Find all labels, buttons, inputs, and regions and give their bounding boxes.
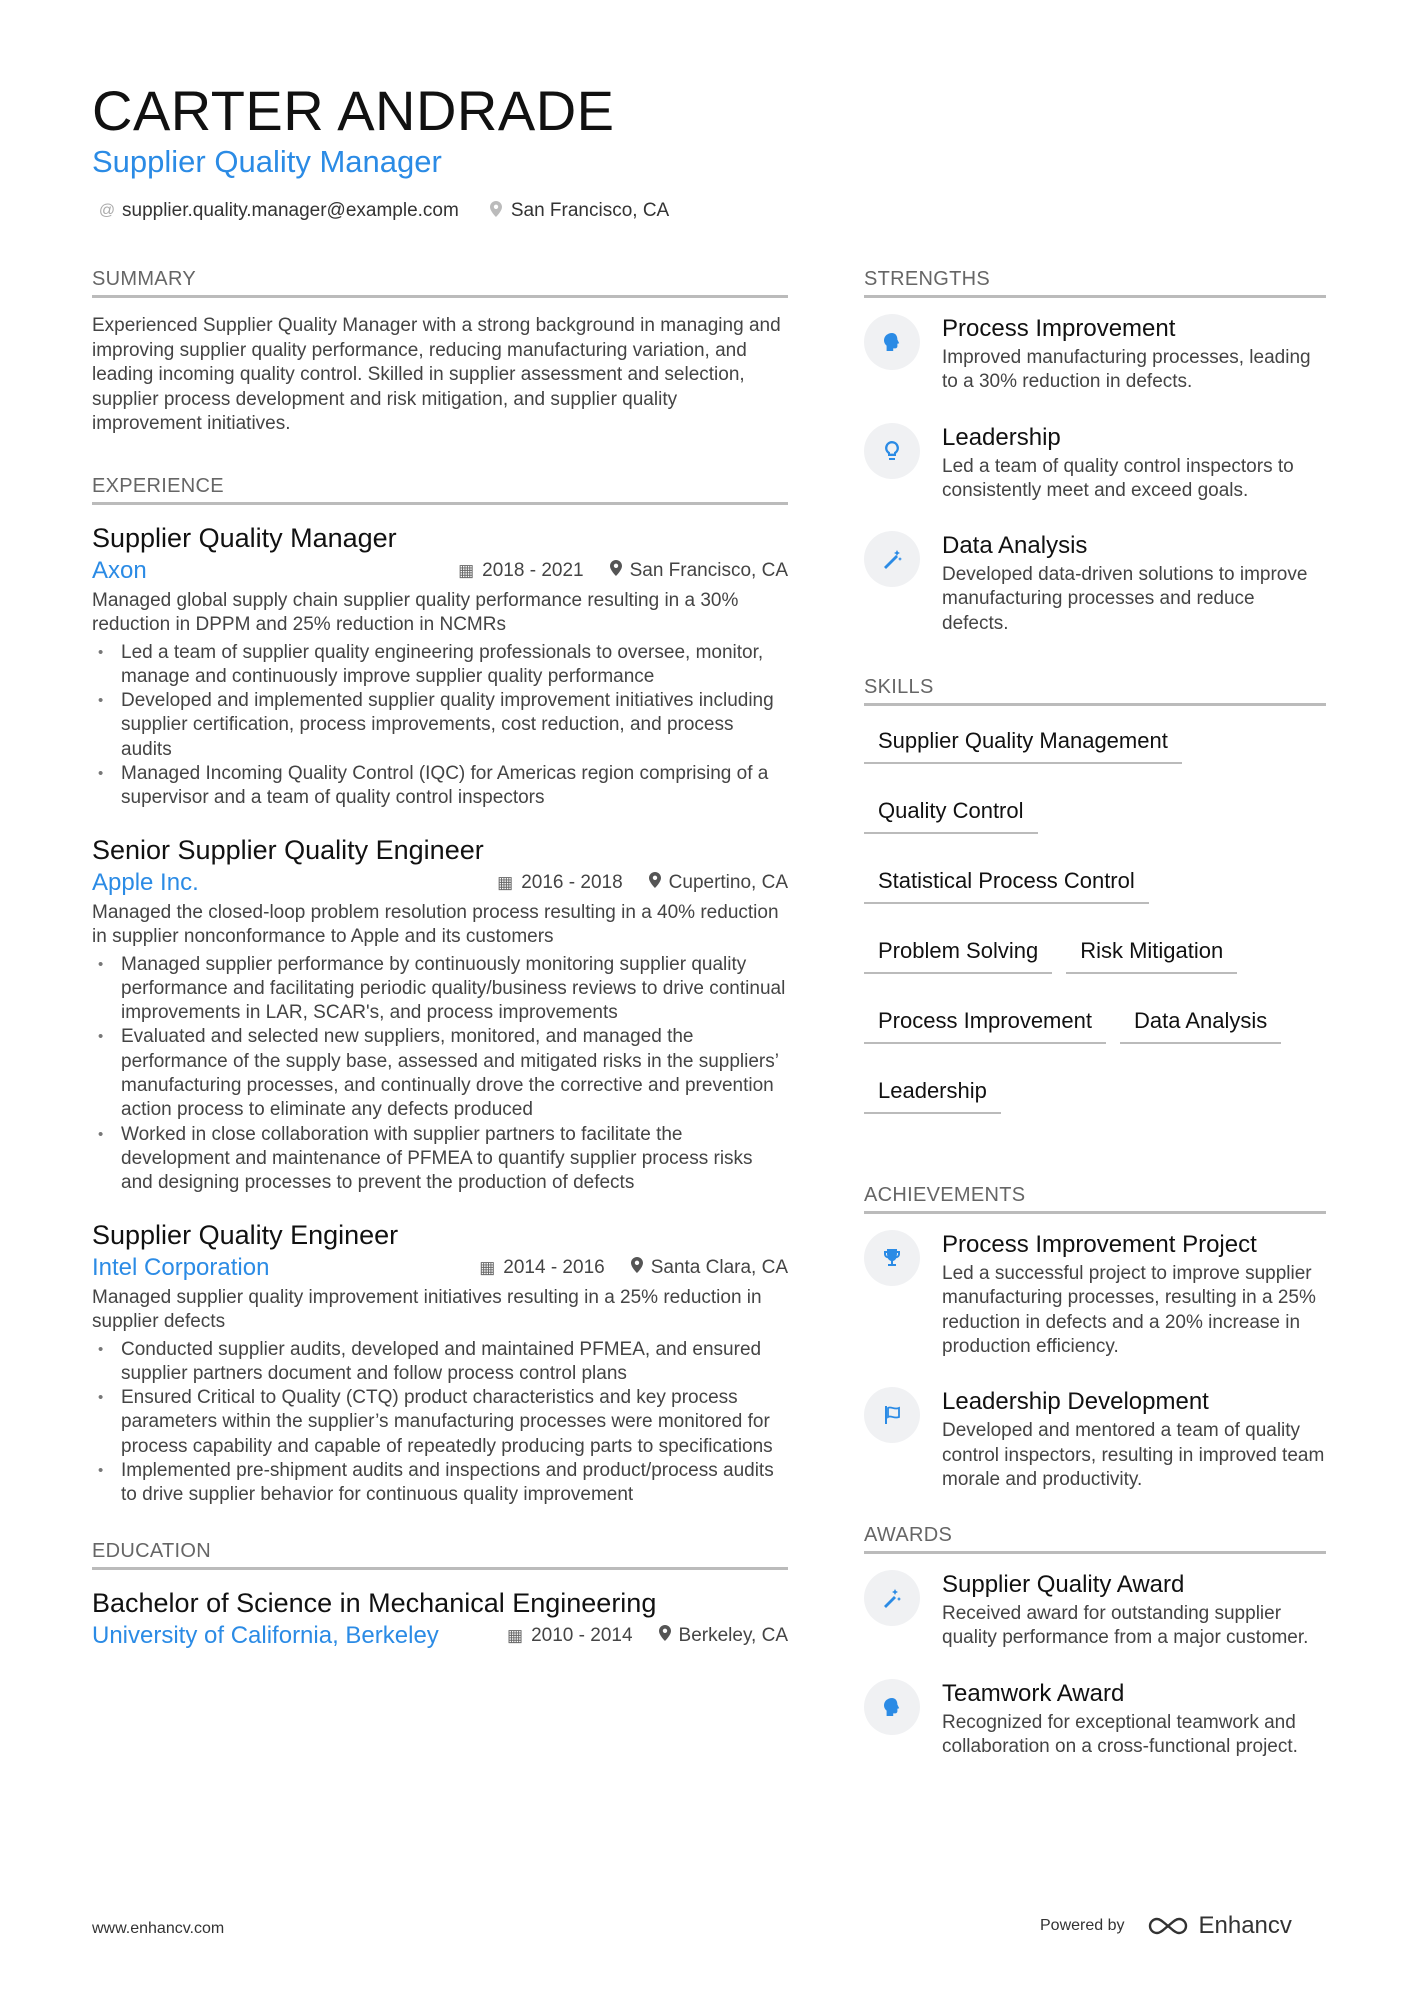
skill-tag: Supplier Quality Management xyxy=(864,722,1182,764)
skill-tag: Problem Solving xyxy=(864,932,1052,974)
job-title: Supplier Quality Engineer xyxy=(92,1219,399,1250)
location-text: San Francisco, CA xyxy=(510,200,670,221)
achievement-title: Process Improvement Project xyxy=(942,1231,1257,1259)
award-desc: Received award for outstanding supplier quality performance from a major customer. xyxy=(942,1603,1309,1649)
education-section xyxy=(92,1540,788,1650)
company-name: Apple Inc. xyxy=(92,868,199,896)
job-summary: Managed supplier quality improvement initiatives resulting in a 25% reduction in supplier defects xyxy=(92,1286,762,1333)
strength-item xyxy=(864,423,1326,504)
achievement-desc: Led a successful project to improve supplier manufacturing processes, resulting in a 25% reduction in defects and a 20% increase in production efficiency. xyxy=(942,1263,1316,1357)
skill-tag: Leadership xyxy=(864,1072,1001,1114)
awards-title: AWARDS xyxy=(864,1524,1326,1554)
strength-item xyxy=(864,314,1326,395)
award-desc: Recognized for exceptional teamwork and collaboration on a cross-functional project. xyxy=(942,1711,1298,1758)
skills-section xyxy=(864,676,1326,1114)
strength-desc: Improved manufacturing processes, leading to a 30% reduction in defects. xyxy=(942,347,1311,393)
magic-wand-icon xyxy=(864,531,920,587)
job-entry xyxy=(92,1218,788,1508)
company-name: Axon xyxy=(92,556,147,584)
job-entry xyxy=(92,833,788,1196)
footer-website[interactable]: www.enhancv.com xyxy=(92,1920,225,1937)
trophy-icon xyxy=(864,1230,920,1286)
skill-tag: Data Analysis xyxy=(1120,1002,1281,1044)
award-title: Teamwork Award xyxy=(942,1679,1125,1707)
skill-tag: Quality Control xyxy=(864,792,1038,834)
calendar-icon: ▦ xyxy=(507,1625,524,1645)
location-pin-icon xyxy=(659,1625,671,1646)
strength-item xyxy=(864,531,1326,636)
job-bullets xyxy=(92,953,788,1196)
experience-title: EXPERIENCE xyxy=(92,475,788,505)
job-dates: 2014 - 2016 xyxy=(503,1256,605,1278)
strength-desc: Led a team of quality control inspectors to consistently meet and exceed goals. xyxy=(942,455,1294,501)
email-text: supplier.quality.manager@example.com xyxy=(122,200,459,221)
bullet-item: • Led a team of supplier quality engineering professionals to oversee, monitor, manage and continuously improve supplier quality performance xyxy=(92,641,788,690)
footer-brand xyxy=(1040,1912,1292,1940)
achievement-item xyxy=(864,1230,1326,1359)
summary-text: Experienced Supplier Quality Manager with a strong background in managing and improving supplier quality performance, reducing manufacturing variation, and leading incoming quality control. Skilled in supplier assessment and selection, supplier process development and risk mitigation, and supplier quality improvement initiatives. xyxy=(92,315,781,434)
job-title: Senior Supplier Quality Engineer xyxy=(92,834,484,865)
strength-title: Data Analysis xyxy=(942,532,1088,560)
bullet-item: • Managed supplier performance by continuously monitoring supplier quality performance and facilitating periodic quality/business reviews to drive continual improvements in LAR, SCAR's, and process improvements xyxy=(92,953,788,1026)
strengths-title: STRENGTHS xyxy=(864,268,1326,298)
bullet-item: • Worked in close collaboration with supplier partners to facilitate the development and maintenance of PFMEA to quantify supplier process risks and designing processes to prevent the production of defects xyxy=(92,1123,788,1196)
experience-section xyxy=(92,475,788,1508)
flag-icon xyxy=(864,1387,920,1443)
enhancv-logo[interactable] xyxy=(1145,1912,1292,1940)
powered-by-text: Powered by xyxy=(1040,1917,1125,1934)
award-item xyxy=(864,1570,1326,1651)
candidate-name: CARTER ANDRADE xyxy=(92,79,615,142)
summary-title: SUMMARY xyxy=(92,268,788,298)
bullet-item: • Conducted supplier audits, developed and maintained PFMEA, and ensured supplier partners document and follow process control plans xyxy=(92,1338,788,1387)
education-location: Berkeley, CA xyxy=(678,1624,788,1646)
achievements-section xyxy=(864,1184,1326,1492)
calendar-icon: ▦ xyxy=(458,560,475,580)
bullet-item: • Managed Incoming Quality Control (IQC) for Americas region comprising of a supervisor and a team of quality control inspectors xyxy=(92,762,788,811)
skills-title: SKILLS xyxy=(864,676,1326,706)
bullet-item: • Ensured Critical to Quality (CTQ) product characteristics and key process parameters within the supplier’s manufacturing processes were monitored for process capability and capable of repeatedly producing parts to specifications xyxy=(92,1386,788,1459)
brain-icon xyxy=(864,1679,920,1735)
location-pin-icon xyxy=(610,560,622,581)
skill-tag: Process Improvement xyxy=(864,1002,1106,1044)
infinity-icon xyxy=(1145,1915,1191,1937)
right-column xyxy=(864,268,1326,1787)
contact-email[interactable] xyxy=(98,200,459,222)
calendar-icon: ▦ xyxy=(479,1257,496,1277)
award-item xyxy=(864,1679,1326,1760)
achievements-title: ACHIEVEMENTS xyxy=(864,1184,1326,1214)
skill-tag: Statistical Process Control xyxy=(864,862,1149,904)
contact-row xyxy=(98,200,669,222)
skills-list xyxy=(864,722,1326,1114)
achievement-desc: Developed and mentored a team of quality control inspectors, resulting in improved team morale and productivity. xyxy=(942,1420,1325,1490)
job-dates: 2016 - 2018 xyxy=(521,871,623,893)
job-summary: Managed the closed-loop problem resolution process resulting in a 40% reduction in supplier nonconformance to Apple and its customers xyxy=(92,901,779,948)
awards-section xyxy=(864,1524,1326,1759)
job-summary: Managed global supply chain supplier quality performance resulting in a 30% reduction in DPPM and 25% reduction in NCMRs xyxy=(92,589,739,635)
strengths-section xyxy=(864,268,1326,636)
strength-title: Process Improvement xyxy=(942,315,1176,342)
bullet-item: • Implemented pre-shipment audits and inspections and product/process audits to drive supplier behavior for continuous quality improvement xyxy=(92,1459,788,1508)
education-dates: 2010 - 2014 xyxy=(531,1624,633,1646)
location-pin-icon xyxy=(649,872,661,893)
achievement-title: Leadership Development xyxy=(942,1388,1209,1416)
achievement-item xyxy=(864,1387,1326,1492)
job-entry xyxy=(92,521,788,811)
school-name: University of California, Berkeley xyxy=(92,1621,439,1649)
calendar-icon: ▦ xyxy=(497,872,514,892)
contact-location xyxy=(487,200,669,222)
location-pin-icon xyxy=(487,201,505,222)
job-location: Santa Clara, CA xyxy=(650,1256,788,1278)
at-icon: @ xyxy=(98,202,116,219)
lightbulb-icon xyxy=(864,423,920,479)
job-location: San Francisco, CA xyxy=(629,559,788,581)
job-title: Supplier Quality Manager xyxy=(92,522,397,553)
brand-name: Enhancv xyxy=(1198,1912,1292,1939)
education-title: EDUCATION xyxy=(92,1540,788,1570)
strength-title: Leadership xyxy=(942,423,1061,451)
magic-icon xyxy=(864,1570,920,1626)
left-column xyxy=(92,268,788,1654)
skill-tag: Risk Mitigation xyxy=(1066,932,1237,974)
bullet-item: • Developed and implemented supplier quality improvement initiatives including supplier certification, process improvements, cost reduction, and process audits xyxy=(92,689,788,762)
job-location: Cupertino, CA xyxy=(668,871,788,893)
company-name: Intel Corporation xyxy=(92,1253,270,1281)
job-bullets xyxy=(92,1338,788,1508)
location-pin-icon xyxy=(631,1257,643,1278)
brain-icon xyxy=(864,314,920,370)
candidate-role: Supplier Quality Manager xyxy=(92,144,442,179)
job-bullets xyxy=(92,641,788,811)
summary-section xyxy=(92,268,788,437)
degree-title: Bachelor of Science in Mechanical Engineering xyxy=(92,1587,657,1618)
award-title: Supplier Quality Award xyxy=(942,1571,1185,1599)
bullet-item: • Evaluated and selected new suppliers, monitored, and managed the performance of the supply base, assessed and mitigated risks in the suppliers’ manufacturing processes, and continually drove the corrective and prevention action process to eliminate any defects produced xyxy=(92,1025,788,1122)
job-dates: 2018 - 2021 xyxy=(482,559,584,581)
strength-desc: Developed data-driven solutions to improve manufacturing processes and reduce defects. xyxy=(942,564,1308,634)
